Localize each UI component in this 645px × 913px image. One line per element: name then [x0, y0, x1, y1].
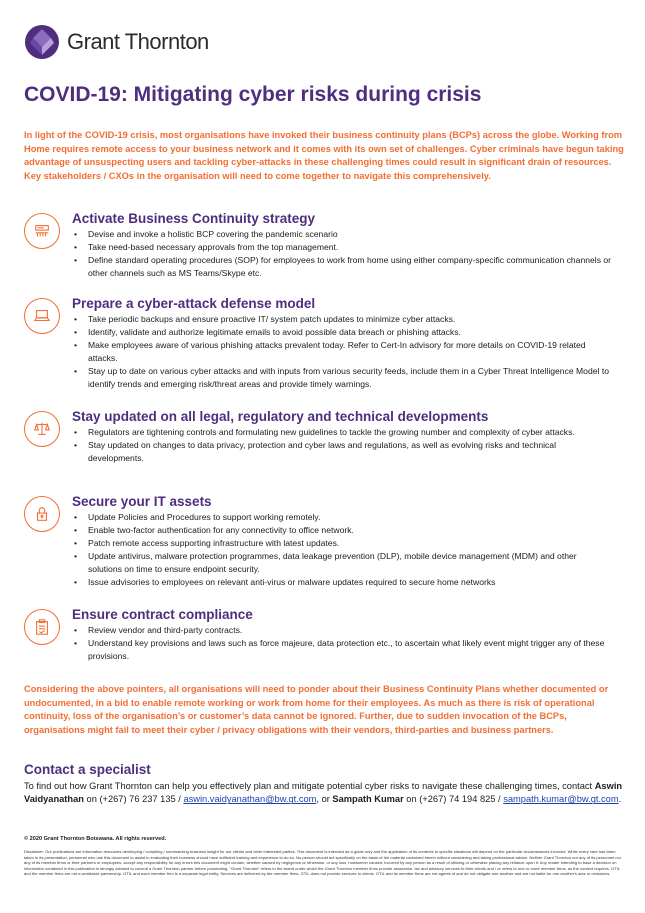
page-title: COVID-19: Mitigating cyber risks during crisis [24, 83, 482, 106]
list-item: • Take need-based necessary approvals from the top management. [72, 241, 612, 254]
list-item: • Review vendor and third-party contracts. [72, 624, 612, 637]
contact-phone-1: on (+267) 76 237 135 / [83, 794, 184, 805]
list-item: • Stay updated on changes to data privacy, protection and cyber laws and regulations, as well as evolving risks and technical developments. [72, 439, 612, 465]
section-list [72, 511, 612, 588]
contact-email-link-1[interactable]: aswin.vaidyanathan@bw.gt.com [183, 794, 317, 805]
section-title: Stay updated on all legal, regulatory and technical developments [72, 409, 489, 424]
contact-end: . [618, 794, 622, 805]
contact-person-1: Aswin Vaidyanathan [24, 781, 623, 805]
list-item: • Regulators are tightening controls and formulating new guidelines to tackle the growing number and complexity of cyber attacks. [72, 426, 612, 439]
list-item: • Take periodic backups and ensure proactive IT/ system patch updates to minimize cyber attacks. [72, 313, 612, 326]
section-list [72, 228, 612, 280]
contact-joiner: , or [316, 794, 333, 805]
copyright-notice: © 2020 Grant Thornton Botswana. All rights reserved. [24, 836, 167, 842]
section-icon-circle [24, 496, 60, 532]
list-item: • Identify, validate and authorize legitimate emails to avoid possible data breach or phishing attacks. [72, 326, 612, 339]
list-item: • Devise and invoke a holistic BCP covering the pandemic scenario [72, 228, 612, 241]
section-list [72, 426, 612, 465]
section-icon-circle [24, 213, 60, 249]
section-title: Activate Business Continuity strategy [72, 211, 316, 226]
list-item: • Stay up to date on various cyber attacks and with inputs from various security feeds, include them in a Cyber Threat Intelligence Model to identify trends and emerging risk/threat areas and provide timely warnings. [72, 365, 612, 391]
contact-paragraph [24, 780, 624, 807]
list-item: • Update antivirus, malware protection programmes, data leakage prevention (DLP), mobile device management (MDM) and other solutions on time to ensure endpoint security. [72, 550, 612, 576]
grant-thornton-logo-icon [24, 24, 60, 60]
section-title: Prepare a cyber-attack defense model [72, 296, 316, 311]
lock-icon [33, 505, 51, 523]
contact-intro-text: To find out how Grant Thornton can help you effectively plan and mitigate potential cyber risks to navigate these challenging times, contact [24, 781, 595, 791]
list-item: • Update Policies and Procedures to support working remotely. [72, 511, 612, 524]
scales-icon [33, 420, 51, 438]
section-list [72, 624, 612, 663]
section-icon-circle [24, 411, 60, 447]
section-title: Ensure contract compliance [72, 607, 253, 622]
laptop-icon [33, 307, 51, 325]
grant-thornton-logo [24, 24, 209, 60]
intro-paragraph: In light of the COVID-19 crisis, most organisations have invoked their business continuity plans (BCPs) across the globe. Working from Home requires remote access to your business network and it comes with its own set of challenges. Cyber criminals have begun taking advantage of unsuspecting users and tackling cyber-attacks in these challenging times could result in significant drain of resources. Key stakeholders / CXOs in the organisation will need to come together to navigate this comprehensively. [24, 130, 624, 181]
disclaimer-text: Disclaimer: Our publications are information resources developing / compiling / summarizing business insight for our clients and other interested parties. This document is intended as a guide only and the application of its contents to specific situations will depend on the particular circumstances involved. While every care has been taken in its presentation, personnel who use this document to assist in evaluating their business should have sufficient training and experience to do so. No person should act specifically on the basis of the material contained herein without considering and taking professional advice. Neither Grant Thornton nor any of its personnel nor any of its member firms or their partners or employees, accept any responsibility for any errors this document might contain, whether caused by negligence or otherwise, or any loss, howsoever caused, incurred by any person as a result of utilizing or otherwise placing any reliance upon it. Any reader intending to base a decision on information contained in this publication is strongly advised to consult a Grant Thornton partner before proceeding. "Grant Thornton" refers to the brand under which the Grant Thornton member firms provide assurance, tax and advisory services to their clients and / or refers to one or more member firms, as the context requires. GTIL and the member firms are not a worldwide partnership. GTIL and each member firm is a separate legal entity. Services are delivered by the member firms. GTIL does not provide services to clients. GTIL and its member firms are not agents of and do not obligate one another and are not liable for one another's acts or omissions. [24, 849, 622, 877]
server-icon [33, 222, 51, 240]
list-item: • Define standard operating procedures (SOP) for employees to work from home using either company-specific communication channels or other channels such as MS Teams/Skype etc. [72, 254, 612, 280]
section-list [72, 313, 612, 390]
list-item: • Issue advisories to employees on relevant anti-virus or malware updates required to secure home networks [72, 576, 612, 589]
list-item: • Patch remote access supporting infrastructure with latest updates. [72, 537, 612, 550]
list-item: • Make employees aware of various phishing attacks prevalent today. Refer to Cert-In advisory for more details on COVID-19 related attacks. [72, 339, 612, 365]
contact-email-link-2[interactable]: sampath.kumar@bw.gt.com [503, 794, 619, 805]
contact-title: Contact a specialist [24, 762, 151, 777]
closing-paragraph: Considering the above pointers, all organisations will need to ponder about their Business Continuity Plans whether documented or undocumented, in a bid to enable remote working or work from home for their employees. As much as there is risk of operational continuity, loss of the organisation’s or customer’s data cannot be ignored. Further, due to sudden invocation of the BCPs, organisations might fail to meet their cyber / privacy obligations with their vendors, third-parties and business partners. [24, 684, 609, 735]
clipboard-icon [33, 618, 51, 636]
contact-phone-2: on (+267) 74 194 825 / [403, 794, 504, 805]
section-icon-circle [24, 298, 60, 334]
list-item: • Enable two-factor authentication for any connectivity to office network. [72, 524, 612, 537]
section-title: Secure your IT assets [72, 494, 212, 509]
brand-name: Grant Thornton [67, 29, 209, 54]
list-item: • Understand key provisions and laws such as force majeure, data protection etc., to ascertain what likely event might trigger any of these provisions. [72, 637, 612, 663]
section-icon-circle [24, 609, 60, 645]
contact-person-2: Sampath Kumar [332, 794, 404, 805]
